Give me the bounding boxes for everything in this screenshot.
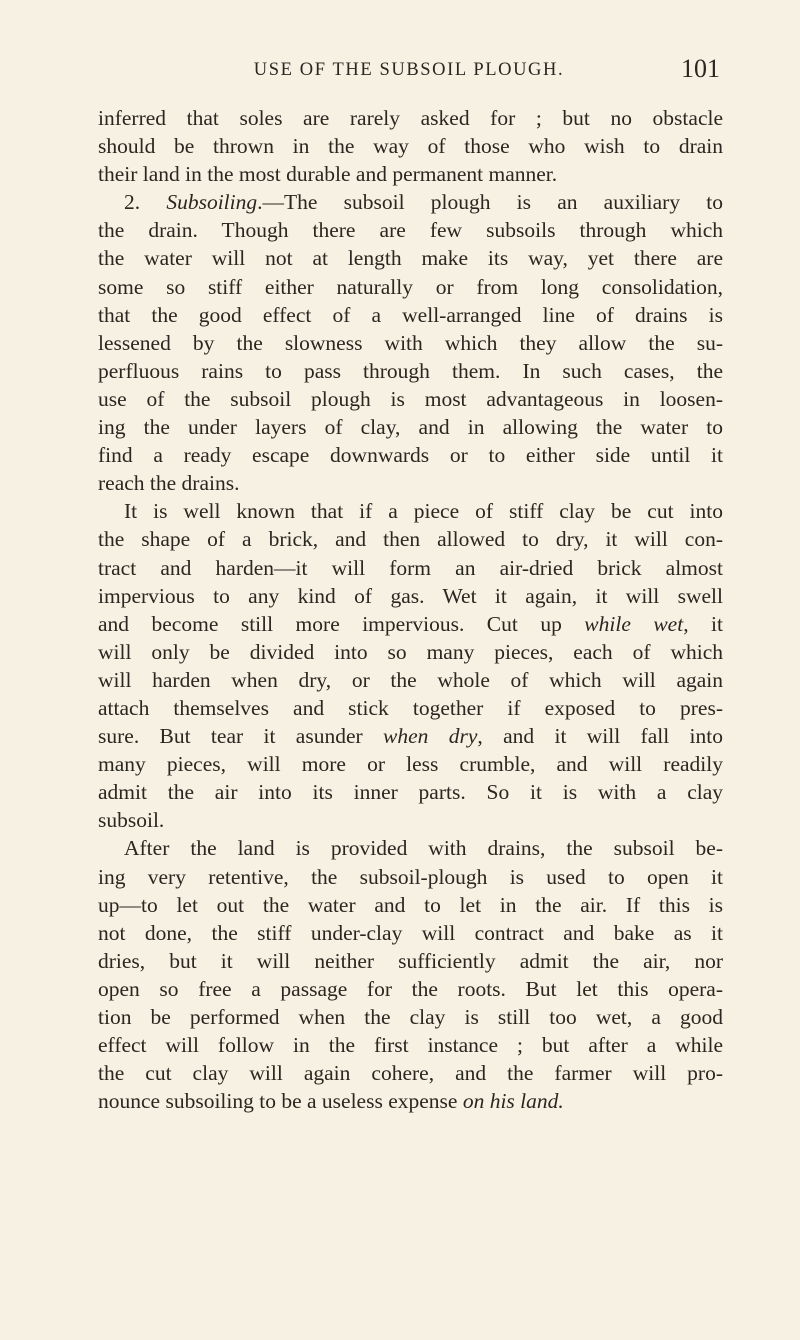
text-line	[98, 554, 723, 582]
text-line	[98, 1031, 723, 1059]
text-line	[98, 385, 723, 413]
text-line	[98, 975, 723, 1003]
text-line	[98, 863, 723, 891]
text-line	[98, 806, 723, 834]
text-line	[98, 834, 723, 862]
text-segment: impervious to any kind of gas. Wet it again, it will swell	[98, 583, 723, 608]
text-line	[98, 750, 723, 778]
text-segment: the shape of a brick, and then allowed to dry, it will con-	[98, 527, 723, 552]
text-segment: , and it will fall into	[477, 724, 723, 749]
text-line	[98, 244, 723, 272]
text-segment: the cut clay will again cohere, and the farmer will pro-	[98, 1061, 723, 1086]
text-line	[98, 301, 723, 329]
text-segment: not done, the stiff under-clay will contract and bake as it	[98, 920, 723, 945]
text-segment: find a ready escape downwards or to either side until it	[98, 443, 723, 468]
text-line	[98, 132, 723, 160]
text-line	[98, 273, 723, 301]
italic-text: while wet	[584, 611, 684, 636]
text-segment: It is well known that if a piece of stiff clay be cut into	[124, 499, 723, 524]
text-segment: nounce subsoiling to be a useless expense	[98, 1089, 463, 1114]
text-line	[98, 638, 723, 666]
text-segment: tract and harden—it will form an air-dried brick almost	[98, 555, 723, 580]
text-segment: will only be divided into so many pieces, each of which	[98, 639, 723, 664]
text-line	[98, 722, 723, 750]
text-segment: attach themselves and stick together if exposed to pres-	[98, 695, 723, 720]
italic-text: Subsoiling	[166, 190, 258, 215]
text-segment: many pieces, will more or less crumble, and will readily	[98, 752, 723, 777]
text-segment: effect will follow in the first instance ; but after a while	[98, 1033, 723, 1058]
text-line	[98, 413, 723, 441]
text-segment: lessened by the slowness with which they allow the su-	[98, 330, 723, 355]
italic-text: on his land.	[462, 1089, 564, 1114]
text-line	[98, 694, 723, 722]
text-line	[98, 525, 723, 553]
text-line	[98, 582, 723, 610]
text-segment: , it	[683, 611, 723, 636]
text-segment: use of the subsoil plough is most advantageous in loosen-	[98, 386, 723, 411]
text-segment: ing the under layers of clay, and in allowing the water to	[98, 415, 723, 440]
text-segment: subsoil.	[98, 808, 165, 833]
text-line	[98, 329, 723, 357]
text-segment: ing very retentive, the subsoil-plough is used to open it	[98, 864, 723, 889]
text-segment: perfluous rains to pass through them. In such cases, the	[98, 358, 723, 383]
text-line	[98, 1059, 723, 1087]
text-segment: After the land is provided with drains, the subsoil be-	[124, 836, 723, 861]
text-line	[98, 497, 723, 525]
italic-text: when dry	[382, 724, 478, 749]
text-segment: dries, but it will neither sufficiently admit the air, nor	[98, 948, 723, 973]
text-segment: up—to let out the water and to let in the air. If this is	[98, 892, 723, 917]
text-line	[98, 188, 723, 216]
text-segment: the drain. Though there are few subsoils through which	[98, 218, 723, 243]
text-segment: tion be performed when the clay is still too wet, a good	[98, 1005, 723, 1029]
text-line	[98, 919, 723, 947]
running-head	[98, 54, 720, 90]
text-segment: sure. But tear it asunder	[98, 724, 383, 749]
text-segment: admit the air into its inner parts. So it is with a clay	[98, 780, 723, 805]
text-line	[98, 610, 723, 638]
text-line	[98, 441, 723, 469]
running-title: USE OF THE SUBSOIL PLOUGH.	[253, 60, 565, 80]
body-text	[98, 104, 723, 1115]
text-line	[98, 1003, 723, 1031]
text-line	[98, 778, 723, 806]
text-segment: reach the drains.	[98, 471, 240, 496]
text-line	[98, 666, 723, 694]
text-segment: their land in the most durable and permanent manner.	[98, 162, 558, 187]
text-segment: 2.	[124, 190, 167, 215]
text-segment: some so stiff either naturally or from long consolidation,	[98, 274, 723, 299]
text-line	[98, 469, 723, 497]
text-segment: inferred that soles are rarely asked for ; but no obstacle	[98, 106, 723, 130]
text-segment: that the good effect of a well-arranged line of drains is	[98, 302, 723, 327]
text-line	[98, 104, 723, 132]
page-number: 101	[681, 54, 720, 83]
text-segment: and become still more impervious. Cut up	[98, 611, 585, 636]
text-line	[98, 160, 723, 188]
text-line	[98, 891, 723, 919]
text-line	[98, 357, 723, 385]
text-line	[98, 947, 723, 975]
text-segment: the water will not at length make its way, yet there are	[98, 246, 723, 271]
text-segment: should be thrown in the way of those who wish to drain	[98, 134, 723, 159]
text-line	[98, 216, 723, 244]
text-segment: will harden when dry, or the whole of which will again	[98, 667, 723, 692]
text-line	[98, 1087, 723, 1115]
text-segment: open so free a passage for the roots. But let this opera-	[98, 976, 723, 1001]
text-segment: .—The subsoil plough is an auxiliary to	[257, 190, 724, 215]
